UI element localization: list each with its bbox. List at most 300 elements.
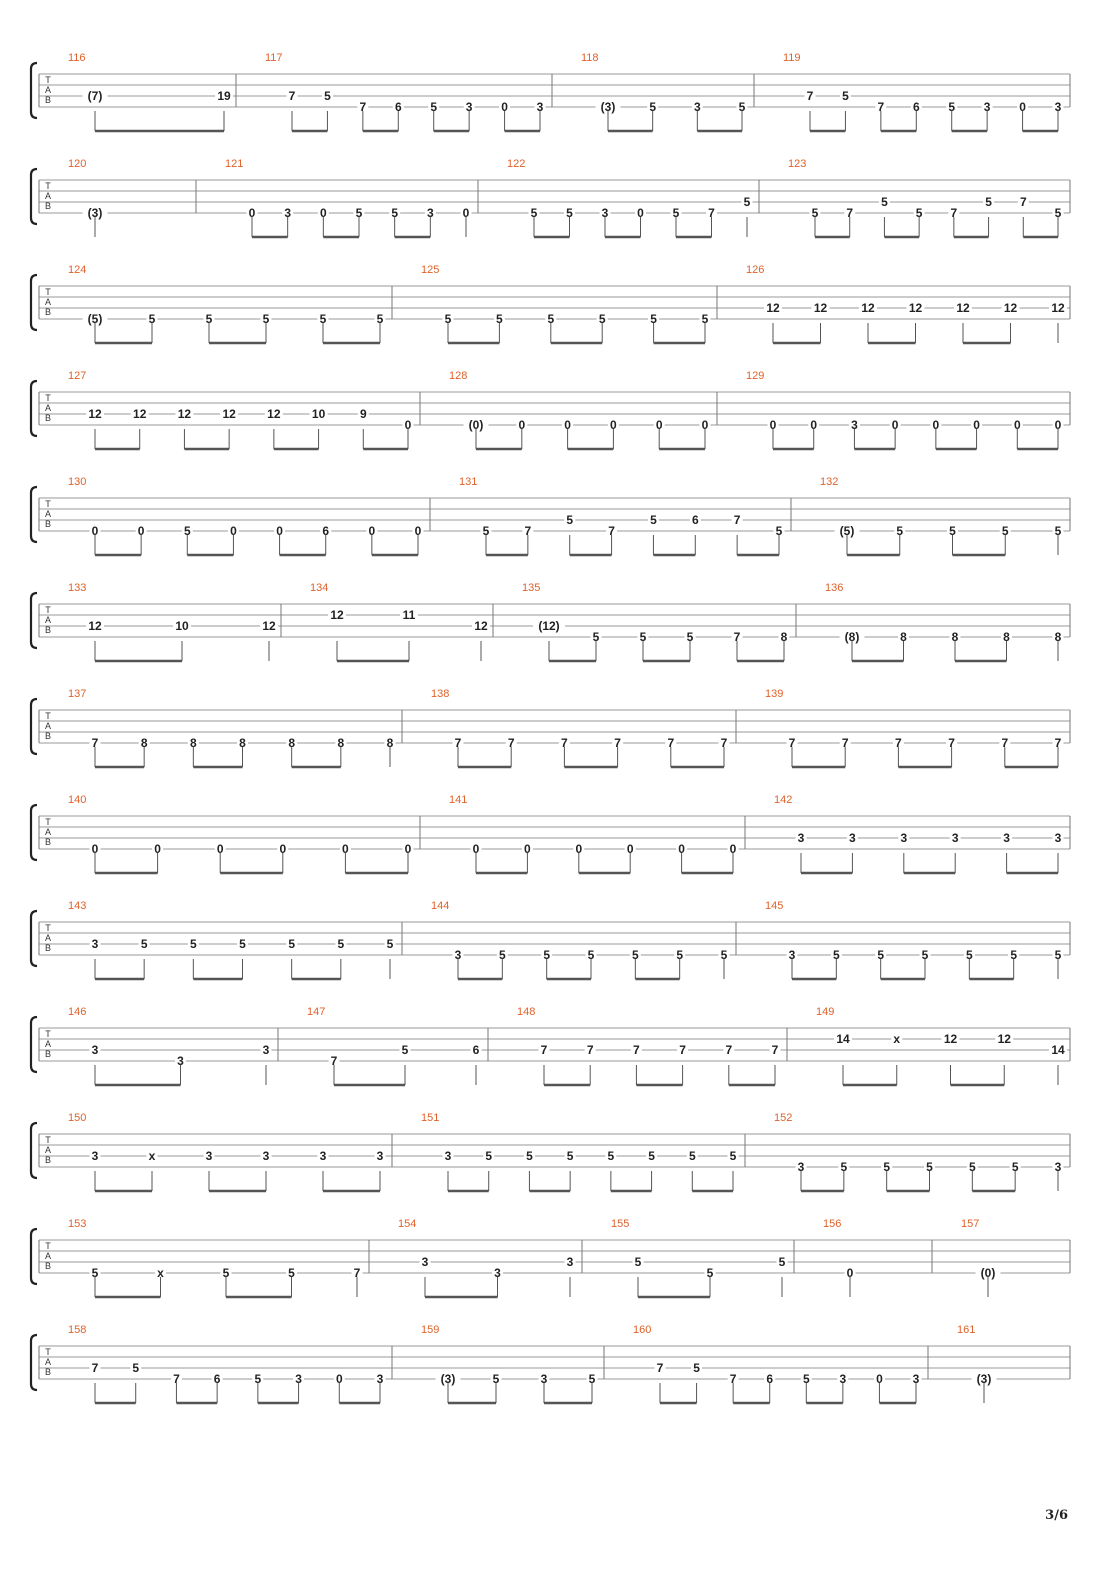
fret-number: 7 bbox=[895, 736, 902, 750]
fret-number: 0 bbox=[368, 524, 376, 538]
tab-clef-letter: B bbox=[44, 1367, 52, 1377]
measure-number: 150 bbox=[68, 1112, 87, 1124]
measure-number: 129 bbox=[746, 370, 765, 382]
tab-clef-letter: A bbox=[44, 191, 52, 201]
fret-number: 0 bbox=[462, 206, 470, 220]
fret-number: 7 bbox=[633, 1043, 640, 1057]
tab-clef-letter: B bbox=[44, 731, 52, 741]
tab-clef-letter: B bbox=[44, 413, 52, 423]
measure-number: 120 bbox=[68, 158, 87, 170]
fret-number: 5 bbox=[254, 1372, 262, 1386]
fret-number: 0 bbox=[932, 418, 940, 432]
fret-number: 5 bbox=[547, 312, 555, 326]
fret-number: 6 bbox=[766, 1372, 774, 1386]
fret-number: (3) bbox=[976, 1372, 992, 1386]
fret-number: 12 bbox=[262, 619, 276, 633]
measure-number: 159 bbox=[421, 1324, 440, 1336]
fret-number: 11 bbox=[402, 608, 416, 622]
fret-number: 8 bbox=[780, 630, 788, 644]
fret-number: 7 bbox=[614, 736, 621, 750]
fret-number: 12 bbox=[330, 608, 344, 622]
fret-number: 0 bbox=[518, 418, 526, 432]
fret-number: 3 bbox=[951, 831, 959, 845]
fret-number: 3 bbox=[444, 1149, 452, 1163]
fret-number: 0 bbox=[973, 418, 980, 432]
tab-clef-letter: T bbox=[45, 605, 51, 615]
fret-number: 5 bbox=[148, 312, 156, 326]
fret-number: 3 bbox=[912, 1372, 920, 1386]
fret-number: 0 bbox=[1013, 418, 1021, 432]
system-bracket bbox=[31, 63, 37, 118]
tab-clef-letter: B bbox=[44, 625, 52, 635]
fret-number: 5 bbox=[189, 937, 197, 951]
fret-number: 5 bbox=[566, 513, 574, 527]
fret-number: 7 bbox=[1019, 195, 1027, 209]
fret-number: 3 bbox=[91, 937, 99, 951]
fret-number: 3 bbox=[566, 1255, 574, 1269]
fret-number: 12 bbox=[908, 301, 923, 315]
measure-number: 158 bbox=[68, 1324, 87, 1336]
fret-number: 5 bbox=[482, 524, 490, 538]
fret-number: 5 bbox=[926, 1160, 933, 1174]
fret-number: 7 bbox=[608, 524, 615, 538]
fret-number: 0 bbox=[404, 842, 412, 856]
fret-number: 5 bbox=[832, 948, 840, 962]
fret-number: 0 bbox=[876, 1372, 883, 1386]
fret-number: 7 bbox=[788, 736, 796, 750]
fret-number: 5 bbox=[921, 948, 929, 962]
fret-number: 7 bbox=[679, 1043, 686, 1057]
measure-number: 137 bbox=[68, 688, 87, 700]
measure-number: 146 bbox=[68, 1006, 87, 1018]
tab-clef-letter: B bbox=[44, 201, 52, 211]
fret-number: 3 bbox=[465, 100, 473, 114]
fret-number: 7 bbox=[586, 1043, 594, 1057]
fret-number: 5 bbox=[239, 937, 246, 951]
fret-number: 0 bbox=[137, 524, 145, 538]
fret-number: 3 bbox=[376, 1372, 384, 1386]
fret-number: 5 bbox=[778, 1255, 786, 1269]
fret-number: 3 bbox=[1003, 831, 1010, 845]
fret-number: 5 bbox=[430, 100, 438, 114]
tab-clef-letter: T bbox=[45, 181, 51, 191]
fret-number: 5 bbox=[183, 524, 191, 538]
fret-number: 5 bbox=[587, 948, 595, 962]
fret-number: 5 bbox=[391, 206, 399, 220]
fret-number: 5 bbox=[949, 524, 956, 538]
fret-number: 0 bbox=[1019, 100, 1026, 114]
fret-number: 5 bbox=[485, 1149, 493, 1163]
measure-number: 126 bbox=[746, 264, 765, 276]
fret-number: 7 bbox=[1001, 736, 1009, 750]
fret-number: (5) bbox=[87, 312, 103, 326]
fret-number: 5 bbox=[896, 524, 904, 538]
fret-number: 0 bbox=[501, 100, 508, 114]
fret-number: 12 bbox=[766, 301, 780, 315]
tab-clef-letter: T bbox=[45, 1135, 51, 1145]
fret-number: 5 bbox=[701, 312, 709, 326]
fret-number: 3 bbox=[900, 831, 908, 845]
fret-number: 5 bbox=[140, 937, 148, 951]
fret-number: 14 bbox=[1051, 1043, 1065, 1057]
measure-number: 161 bbox=[957, 1324, 976, 1336]
fret-number: 3 bbox=[295, 1372, 302, 1386]
fret-number: 5 bbox=[968, 1160, 976, 1174]
fret-number: 14 bbox=[836, 1032, 850, 1046]
fret-number: 12 bbox=[133, 407, 147, 421]
fret-number: 7 bbox=[771, 1043, 779, 1057]
fret-number: 19 bbox=[217, 89, 231, 103]
fret-number: 8 bbox=[951, 630, 959, 644]
fret-number: 5 bbox=[743, 195, 751, 209]
fret-number: 0 bbox=[564, 418, 571, 432]
fret-number: 5 bbox=[915, 206, 923, 220]
tab-clef-letter: T bbox=[45, 75, 51, 85]
fret-number: 3 bbox=[693, 100, 701, 114]
fret-number: 7 bbox=[656, 1361, 664, 1375]
tab-system bbox=[31, 1006, 1070, 1085]
fret-number: 0 bbox=[248, 206, 256, 220]
tab-clef-letter: T bbox=[45, 1241, 51, 1251]
fret-number: 6 bbox=[394, 100, 402, 114]
fret-number: 5 bbox=[132, 1361, 140, 1375]
fret-number: 5 bbox=[948, 100, 956, 114]
tab-system bbox=[31, 900, 1070, 979]
fret-number: 0 bbox=[810, 418, 818, 432]
fret-number: 3 bbox=[983, 100, 991, 114]
fret-number: 0 bbox=[655, 418, 663, 432]
fret-number: 12 bbox=[88, 407, 102, 421]
fret-number: 7 bbox=[948, 736, 955, 750]
measure-number: 139 bbox=[765, 688, 784, 700]
fret-number: (12) bbox=[538, 619, 560, 633]
fret-number: 7 bbox=[877, 100, 885, 114]
fret-number: 7 bbox=[359, 100, 367, 114]
tab-clef-letter: B bbox=[44, 1261, 52, 1271]
fret-number: 3 bbox=[797, 831, 805, 845]
fret-number: 5 bbox=[498, 948, 506, 962]
fret-number: 7 bbox=[729, 1372, 737, 1386]
fret-number: 12 bbox=[177, 407, 192, 421]
fret-number: 5 bbox=[444, 312, 452, 326]
tab-clef-letter: A bbox=[44, 1357, 52, 1367]
fret-number: 7 bbox=[708, 206, 715, 220]
fret-number: (8) bbox=[844, 630, 860, 644]
fret-number: 5 bbox=[634, 1255, 642, 1269]
fret-number: 0 bbox=[230, 524, 237, 538]
fret-number: 7 bbox=[846, 206, 854, 220]
tab-clef-letter: A bbox=[44, 1039, 52, 1049]
fret-number: 0 bbox=[404, 418, 412, 432]
tab-clef-letter: T bbox=[45, 817, 51, 827]
fret-number: 8 bbox=[900, 630, 907, 644]
fret-number: 8 bbox=[386, 736, 394, 750]
fret-number: 0 bbox=[91, 842, 99, 856]
fret-number: 6 bbox=[912, 100, 920, 114]
fret-number: 5 bbox=[802, 1372, 810, 1386]
tab-clef-letter: T bbox=[45, 923, 51, 933]
fret-number: 5 bbox=[543, 948, 551, 962]
fret-number: 5 bbox=[324, 89, 331, 103]
measure-number: 149 bbox=[816, 1006, 835, 1018]
measure-number: 122 bbox=[507, 158, 526, 170]
tab-system bbox=[31, 1324, 1070, 1403]
tab-clef-letter: T bbox=[45, 393, 51, 403]
measure-number: 125 bbox=[421, 264, 440, 276]
fret-number: 7 bbox=[733, 630, 741, 644]
measure-number: 127 bbox=[68, 370, 87, 382]
fret-number: 5 bbox=[650, 513, 657, 527]
fret-number: 0 bbox=[678, 842, 685, 856]
fret-number: 5 bbox=[1011, 1160, 1019, 1174]
fret-number: 5 bbox=[842, 89, 849, 103]
fret-number: 5 bbox=[650, 312, 657, 326]
fret-number: 7 bbox=[91, 1361, 99, 1375]
fret-number: 5 bbox=[883, 1160, 891, 1174]
fret-number: 3 bbox=[1054, 1160, 1062, 1174]
fret-number: 5 bbox=[1001, 524, 1009, 538]
tab-system bbox=[31, 476, 1070, 555]
measure-number: 157 bbox=[961, 1218, 980, 1230]
fret-number: 3 bbox=[91, 1043, 99, 1057]
fret-number: 8 bbox=[337, 736, 345, 750]
fret-number: 5 bbox=[840, 1160, 848, 1174]
tab-clef-letter: B bbox=[44, 95, 52, 105]
fret-number: 8 bbox=[1054, 630, 1062, 644]
fret-number: 5 bbox=[720, 948, 728, 962]
fret-number: 3 bbox=[454, 948, 462, 962]
measure-number: 136 bbox=[825, 582, 844, 594]
fret-number: 5 bbox=[530, 206, 538, 220]
fret-number: 7 bbox=[725, 1043, 733, 1057]
fret-number: 8 bbox=[288, 736, 296, 750]
fret-number: 5 bbox=[639, 630, 647, 644]
tab-clef-letter: A bbox=[44, 297, 52, 307]
tab-clef-letter: A bbox=[44, 1251, 52, 1261]
fret-number: 0 bbox=[216, 842, 224, 856]
fret-number: 3 bbox=[426, 206, 434, 220]
fret-number: 6 bbox=[322, 524, 330, 538]
fret-number: 5 bbox=[262, 312, 270, 326]
fret-number: 5 bbox=[222, 1266, 230, 1280]
fret-number: 5 bbox=[598, 312, 606, 326]
measure-number: 134 bbox=[310, 582, 329, 594]
fret-number: 5 bbox=[965, 948, 973, 962]
fret-number: 5 bbox=[592, 630, 600, 644]
fret-number: 5 bbox=[775, 524, 783, 538]
measure-number: 132 bbox=[820, 476, 839, 488]
fret-number: 12 bbox=[956, 301, 970, 315]
tab-system bbox=[31, 794, 1070, 873]
tab-clef-letter: B bbox=[44, 519, 52, 529]
tab-clef-letter: A bbox=[44, 1145, 52, 1155]
system-bracket bbox=[31, 1229, 37, 1284]
measure-number: 155 bbox=[611, 1218, 630, 1230]
fret-number: 5 bbox=[672, 206, 680, 220]
fret-number: 5 bbox=[376, 312, 384, 326]
fret-number: 5 bbox=[676, 948, 684, 962]
tab-clef-letter: T bbox=[45, 1029, 51, 1039]
fret-number: 5 bbox=[881, 195, 888, 209]
fret-number: 3 bbox=[540, 1372, 548, 1386]
tab-clef-letter: A bbox=[44, 403, 52, 413]
fret-number: 5 bbox=[688, 1149, 696, 1163]
fret-number: 6 bbox=[213, 1372, 221, 1386]
fret-number: (7) bbox=[87, 89, 103, 103]
fret-number: 6 bbox=[691, 513, 699, 527]
fret-number: 0 bbox=[610, 418, 617, 432]
fret-number: 5 bbox=[631, 948, 639, 962]
system-bracket bbox=[31, 1017, 37, 1072]
fret-number: 5 bbox=[288, 1266, 295, 1280]
fret-number: 7 bbox=[524, 524, 532, 538]
fret-number: 0 bbox=[472, 842, 480, 856]
tab-clef-letter: A bbox=[44, 721, 52, 731]
fret-number: (0) bbox=[980, 1266, 996, 1280]
fret-number: 5 bbox=[205, 312, 213, 326]
tab-clef-letter: T bbox=[45, 711, 51, 721]
fret-number: 5 bbox=[337, 937, 345, 951]
measure-number: 142 bbox=[774, 794, 793, 806]
fret-number: 3 bbox=[536, 100, 544, 114]
measure-number: 117 bbox=[265, 52, 283, 64]
fret-number: 3 bbox=[91, 1149, 99, 1163]
fret-number: 8 bbox=[239, 736, 246, 750]
tab-clef-letter: T bbox=[45, 287, 51, 297]
fret-number: 5 bbox=[401, 1043, 409, 1057]
fret-number: 3 bbox=[177, 1054, 184, 1068]
fret-number: 7 bbox=[841, 736, 849, 750]
fret-number: 3 bbox=[284, 206, 292, 220]
fret-number: 3 bbox=[849, 831, 856, 845]
measure-number: 131 bbox=[459, 476, 478, 488]
fret-number: 5 bbox=[319, 312, 327, 326]
tab-clef-letter: B bbox=[44, 1155, 52, 1165]
tab-system bbox=[31, 264, 1070, 343]
system-bracket bbox=[31, 805, 37, 860]
fret-number: 12 bbox=[943, 1032, 958, 1046]
measure-number: 133 bbox=[68, 582, 87, 594]
fret-number: 5 bbox=[566, 1149, 574, 1163]
fret-number: 7 bbox=[507, 736, 515, 750]
fret-number: 5 bbox=[729, 1149, 737, 1163]
fret-number: x bbox=[148, 1149, 156, 1163]
fret-number: 0 bbox=[279, 842, 287, 856]
measure-number: 124 bbox=[68, 264, 87, 276]
system-bracket bbox=[31, 699, 37, 754]
fret-number: 3 bbox=[851, 418, 858, 432]
fret-number: 0 bbox=[524, 842, 531, 856]
fret-number: 7 bbox=[173, 1372, 180, 1386]
tab-system bbox=[31, 370, 1070, 449]
system-bracket bbox=[31, 911, 37, 966]
fret-number: (0) bbox=[468, 418, 484, 432]
fret-number: 7 bbox=[720, 736, 728, 750]
measure-number: 145 bbox=[765, 900, 784, 912]
fret-number: x bbox=[157, 1266, 164, 1280]
fret-number: 3 bbox=[601, 206, 609, 220]
fret-number: 3 bbox=[788, 948, 796, 962]
page-number: 3/6 bbox=[1045, 1508, 1068, 1523]
fret-number: 7 bbox=[91, 736, 99, 750]
fret-number: 0 bbox=[414, 524, 422, 538]
tab-clef-letter: A bbox=[44, 615, 52, 625]
fret-number: 10 bbox=[175, 619, 189, 633]
measure-number: 152 bbox=[774, 1112, 793, 1124]
fret-number: 0 bbox=[769, 418, 777, 432]
fret-number: 3 bbox=[262, 1149, 270, 1163]
measure-number: 156 bbox=[823, 1218, 842, 1230]
measure-number: 130 bbox=[68, 476, 87, 488]
fret-number: 3 bbox=[376, 1149, 384, 1163]
measure-number: 123 bbox=[788, 158, 807, 170]
system-bracket bbox=[31, 381, 37, 436]
fret-number: 5 bbox=[1054, 948, 1062, 962]
fret-number: 3 bbox=[1054, 831, 1062, 845]
fret-number: 0 bbox=[154, 842, 161, 856]
fret-number: 0 bbox=[846, 1266, 854, 1280]
measure-number: 119 bbox=[783, 52, 801, 64]
tab-system bbox=[31, 52, 1070, 131]
fret-number: 10 bbox=[311, 407, 326, 421]
fret-number: 7 bbox=[454, 736, 462, 750]
fret-number: (3) bbox=[87, 206, 103, 220]
fret-number: 7 bbox=[667, 736, 675, 750]
measure-number: 143 bbox=[68, 900, 87, 912]
tab-clef-letter: B bbox=[44, 837, 52, 847]
fret-number: 0 bbox=[891, 418, 899, 432]
fret-number: 5 bbox=[496, 312, 503, 326]
tab-clef-letter: B bbox=[44, 943, 52, 953]
fret-number: 12 bbox=[88, 619, 102, 633]
fret-number: 0 bbox=[91, 524, 99, 538]
fret-number: (5) bbox=[839, 524, 855, 538]
measure-number: 154 bbox=[398, 1218, 417, 1230]
fret-number: 7 bbox=[806, 89, 814, 103]
fret-number: 5 bbox=[649, 100, 657, 114]
tab-system bbox=[31, 1218, 1070, 1297]
fret-number: 8 bbox=[1003, 630, 1010, 644]
fret-number: 3 bbox=[421, 1255, 429, 1269]
measure-number: 148 bbox=[517, 1006, 536, 1018]
fret-number: 5 bbox=[1010, 948, 1018, 962]
measure-number: 135 bbox=[522, 582, 541, 594]
measure-number: 147 bbox=[307, 1006, 326, 1018]
fret-number: 0 bbox=[701, 418, 709, 432]
fret-number: 5 bbox=[877, 948, 885, 962]
fret-number: x bbox=[893, 1032, 901, 1046]
measure-number: 153 bbox=[68, 1218, 87, 1230]
fret-number: 12 bbox=[267, 407, 281, 421]
fret-number: 12 bbox=[997, 1032, 1011, 1046]
fret-number: 5 bbox=[355, 206, 363, 220]
fret-number: 5 bbox=[648, 1149, 655, 1163]
fret-number: 5 bbox=[985, 195, 992, 209]
fret-number: 5 bbox=[386, 937, 394, 951]
fret-number: 0 bbox=[626, 842, 634, 856]
fret-number: 0 bbox=[342, 842, 349, 856]
fret-number: 5 bbox=[91, 1266, 99, 1280]
system-bracket bbox=[31, 1335, 37, 1390]
measure-number: 140 bbox=[68, 794, 87, 806]
fret-number: 12 bbox=[813, 301, 828, 315]
system-bracket bbox=[31, 169, 37, 224]
fret-number: 8 bbox=[140, 736, 148, 750]
tab-clef-letter: T bbox=[45, 499, 51, 509]
measure-number: 141 bbox=[449, 794, 468, 806]
fret-number: 3 bbox=[1054, 100, 1062, 114]
fret-number: 5 bbox=[706, 1266, 714, 1280]
